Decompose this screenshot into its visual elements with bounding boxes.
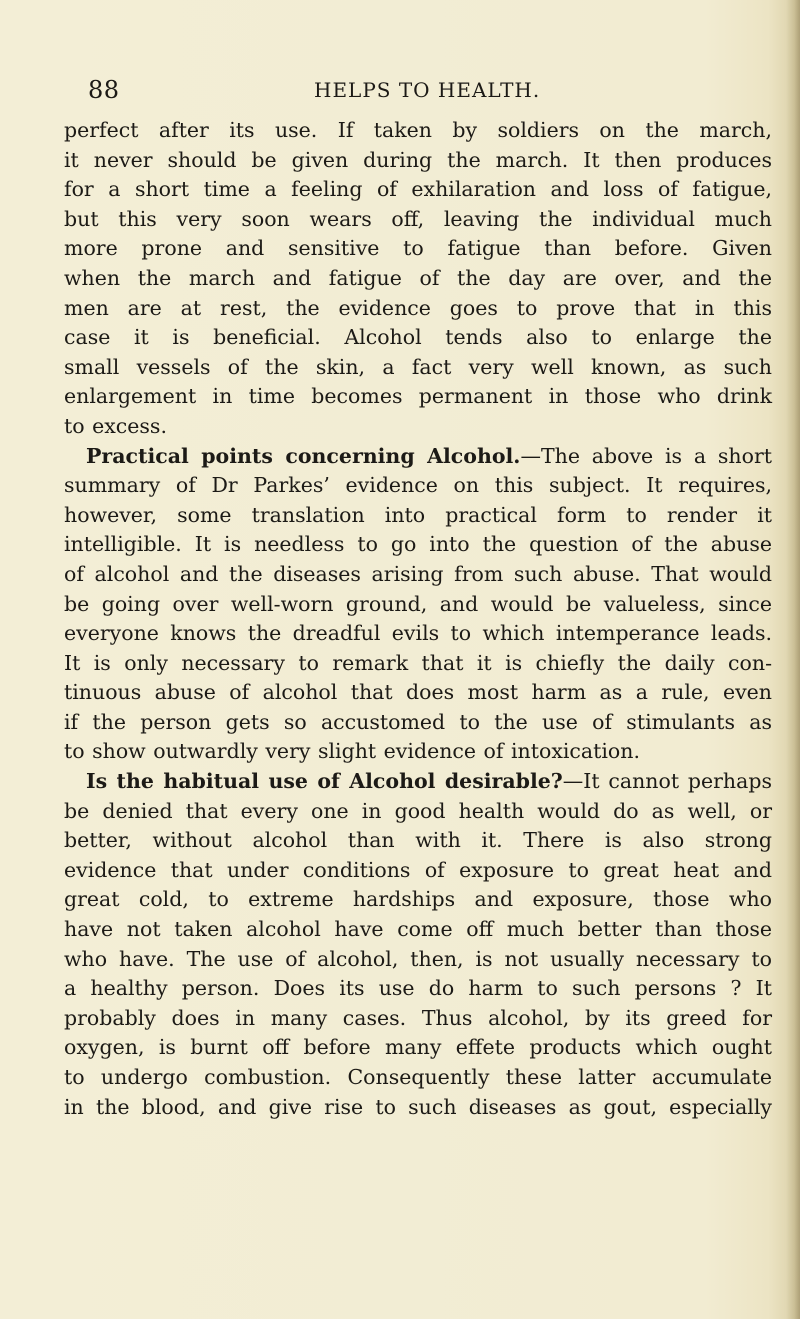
text-line: It is only necessary to remark that it is chiefly the daily con- (64, 650, 772, 675)
text-line: summary of Dr Parkes’ evidence on this subject. It requires, (64, 473, 772, 498)
text-line: perfect after its use. If taken by soldiers on the march, (64, 118, 772, 142)
text-line: men are at rest, the evidence goes to prove that in this (64, 295, 772, 320)
section-start-line: Practical points concerning Alcohol.—The above is a short (86, 443, 772, 468)
text-line: of alcohol and the diseases arising from such abuse. That would (64, 561, 772, 586)
text-line: oxygen, is burnt off before many effete products which ought (64, 1035, 772, 1060)
section-start-line: Is the habitual use of Alcohol desirable?—It cannot perhaps (86, 769, 772, 794)
text-line: but this very soon wears off, leaving the individual much (64, 206, 772, 231)
text-line: tinuous abuse of alcohol that does most harm as a rule, even (64, 680, 772, 705)
text-line: small vessels of the skin, a fact very well known, as such (64, 354, 772, 379)
page-edge-shadow (786, 0, 800, 1319)
section-heading-practical-points: Practical points concerning Alcohol. (86, 443, 521, 468)
text-line: to excess. (64, 413, 167, 438)
section-heading-habitual-use: Is the habitual use of Alcohol desirable? (86, 769, 563, 794)
text-line: it never should be given during the march. It then produces (64, 147, 772, 172)
text-line: everyone knows the dreadful evils to which intemperance leads. (64, 621, 772, 646)
text-line: have not taken alcohol have come off much better than those (64, 917, 772, 942)
text-line: a healthy person. Does its use do harm to such persons ? It (64, 976, 772, 1001)
text-line: in the blood, and give rise to such diseases as gout, especially (64, 1094, 772, 1119)
text-line: if the person gets so accustomed to the use of stimulants as (64, 709, 772, 734)
text-line: great cold, to extreme hardships and exposure, those who (64, 887, 772, 912)
text-line: intelligible. It is needless to go into the question of the abuse (64, 532, 772, 557)
text-line: when the march and fatigue of the day are over, and the (64, 265, 772, 290)
text-line: enlargement in time becomes permanent in those who drink (64, 384, 772, 409)
text-line: probably does in many cases. Thus alcohol, by its greed for (64, 1005, 772, 1030)
page-number: 88 (88, 76, 120, 104)
text-line: however, some translation into practical form to render it (64, 502, 772, 527)
text-line: who have. The use of alcohol, then, is not usually necessary to (64, 946, 772, 971)
running-head: HELPS TO HEALTH. (314, 78, 541, 102)
text-line: to show outwardly very slight evidence of intoxication. (64, 739, 640, 764)
text-line: to undergo combustion. Consequently these latter accumulate (64, 1065, 772, 1089)
text-line: be going over well-worn ground, and would be valueless, since (64, 591, 772, 616)
page-header (88, 76, 768, 106)
text-line: evidence that under conditions of exposure to great heat and (64, 857, 772, 882)
text-line: case it is beneficial. Alcohol tends also to enlarge the (64, 325, 772, 350)
text-line: for a short time a feeling of exhilaration and loss of fatigue, (64, 177, 772, 202)
body-text (64, 116, 772, 1122)
text-line: be denied that every one in good health would do as well, or (64, 798, 772, 823)
text-line: better, without alcohol than with it. There is also strong (64, 828, 772, 853)
text-line: more prone and sensitive to fatigue than before. Given (64, 236, 772, 261)
